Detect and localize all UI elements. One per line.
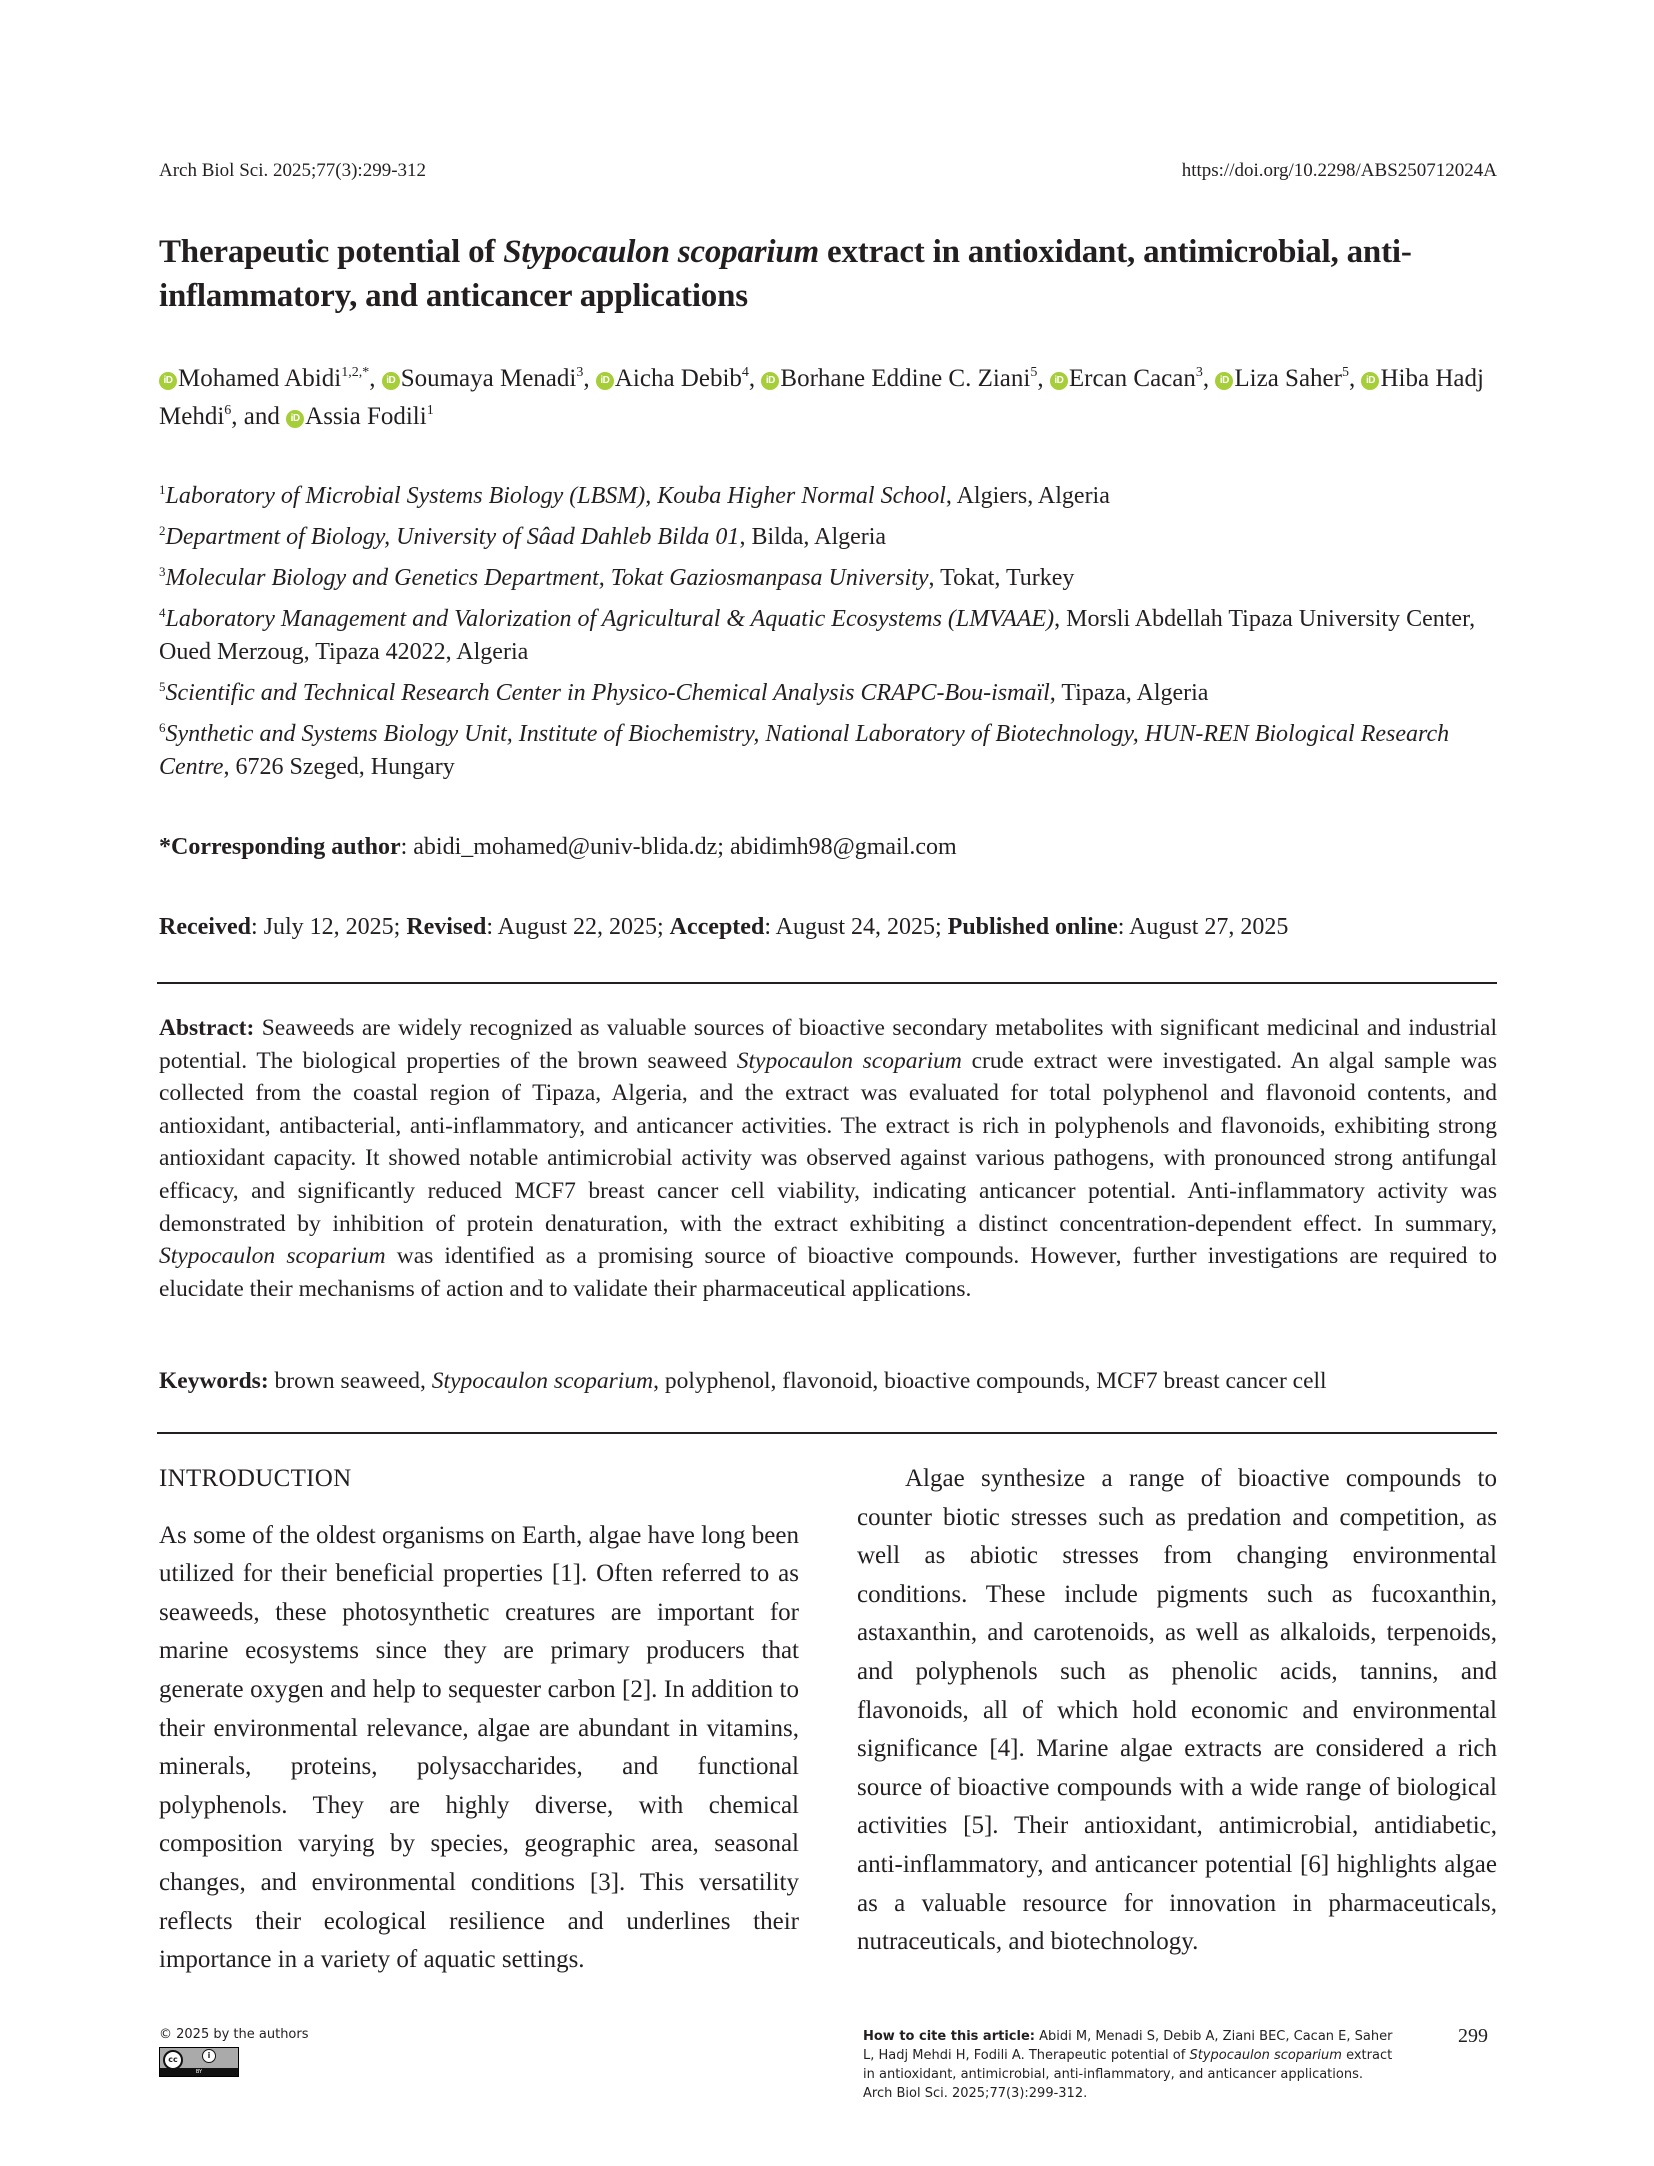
cite-text: extract in antioxidant, antimicrobial, anti-inflammatory, and anticancer applications. Arch Biol Sci. 2025;77(3):299-312. bbox=[863, 2048, 1393, 2101]
divider bbox=[157, 1432, 1497, 1434]
affiliation-institution: Molecular Biology and Genetics Department, Tokat Gaziosmanpasa University bbox=[165, 565, 929, 591]
orcid-icon[interactable]: iD bbox=[286, 410, 304, 428]
author-separator: , bbox=[748, 365, 762, 392]
author-name: Soumaya Menadi bbox=[400, 365, 577, 392]
doi-link[interactable]: https://doi.org/10.2298/ABS250712024A bbox=[1181, 160, 1497, 181]
affiliation-institution: Department of Biology, University of Sâad Dahleb Bilda 01 bbox=[165, 524, 740, 550]
author-list bbox=[159, 360, 1499, 436]
affiliation bbox=[159, 521, 1499, 554]
revised-label: Revised bbox=[406, 914, 487, 940]
corresponding-label: *Corresponding author bbox=[159, 834, 401, 860]
corresponding-author bbox=[159, 834, 957, 861]
by-label: BY bbox=[160, 2068, 238, 2076]
keywords-text: , polyphenol, flavonoid, bioactive compounds, MCF7 breast cancer cell bbox=[653, 1368, 1327, 1394]
affiliation-number: 6 bbox=[159, 720, 166, 735]
affiliation-number: 1 bbox=[159, 482, 166, 497]
affiliation-location: , 6726 Szeged, Hungary bbox=[223, 754, 455, 780]
author bbox=[382, 365, 596, 392]
abstract-label: Abstract: bbox=[159, 1015, 255, 1041]
body-paragraph: Algae synthesize a range of bioactive compounds to counter biotic stresses such as predation and competition, as well as abiotic stresses from changing environmental conditions. These include pigments such as fucoxanthin, astaxanthin, and carotenoids, as well as alkaloids, terpenoids, and polyphenols such as phenolic acids, tannins, and flavonoids, all of which hold economic and environmental significance [4]. Marine algae extracts are considered a rich source of bioactive compounds with a wide range of biological activities [5]. Their antioxidant, antimicrobial, antidiabetic, anti-inflammatory, and anticancer potential [6] highlights algae as a valuable resource for innovation in pharmaceuticals, nutraceuticals, and biotechnology. bbox=[857, 1465, 1497, 1956]
orcid-icon[interactable]: iD bbox=[1361, 372, 1379, 390]
author-affiliation-ref: 5 bbox=[1341, 365, 1349, 380]
author bbox=[596, 365, 762, 392]
citation-note bbox=[863, 2027, 1393, 2103]
affiliation-location: , Tipaza, Algeria bbox=[1049, 680, 1209, 706]
author-name: Hiba Hadj Mehdi bbox=[159, 365, 1484, 430]
author-affiliation-ref: 3 bbox=[1195, 365, 1203, 380]
author-name: Aicha Debib bbox=[614, 365, 742, 392]
received-label: Received bbox=[159, 914, 251, 940]
keywords-text: brown seaweed, bbox=[268, 1368, 432, 1394]
author-name: Borhane Eddine C. Ziani bbox=[780, 365, 1031, 392]
affiliation-institution: Scientific and Technical Research Center in Physico-Chemical Analysis CRAPC-Bou-ismaïl bbox=[165, 680, 1050, 706]
cite-text: Abidi M, Menadi S, Debib A, Ziani BEC, Cacan E, Saher L, Hadj Mehdi H, Fodili A. Therapeutic potential of bbox=[863, 2029, 1393, 2063]
author-separator: , bbox=[1202, 365, 1216, 392]
accepted-label: Accepted bbox=[669, 914, 765, 940]
article-title bbox=[159, 230, 1509, 318]
cc-icon: cc bbox=[163, 2050, 183, 2070]
left-column bbox=[159, 1460, 799, 1980]
affiliation bbox=[159, 677, 1499, 710]
cc-by-license-icon[interactable] bbox=[159, 2047, 239, 2077]
title-part-1: Therapeutic potential of bbox=[159, 234, 504, 270]
journal-reference: Arch Biol Sci. 2025;77(3):299-312 bbox=[159, 160, 427, 181]
orcid-icon[interactable]: iD bbox=[1215, 372, 1233, 390]
accepted-date: : August 24, 2025; bbox=[764, 914, 948, 940]
affiliation-institution: Laboratory Management and Valorization of Agricultural & Aquatic Ecosystems (LMVAAE) bbox=[165, 606, 1055, 632]
affiliation bbox=[159, 603, 1499, 669]
affiliation bbox=[159, 718, 1499, 784]
copyright: © 2025 by the authors bbox=[159, 2027, 309, 2042]
orcid-icon[interactable]: iD bbox=[761, 372, 779, 390]
abstract-text: crude extract were investigated. An algal sample was collected from the coastal region of Tipaza, Algeria, and the extract was evaluated for total polyphenol and flavonoid contents, and antioxidant, antibacterial, anti-inflammatory, and anticancer activities. The extract is rich in polyphenols and flavonoids, exhibiting strong antioxidant capacity. It showed notable antimicrobial activity was observed against various pathogens, with pronounced strong antifungal efficacy, and significantly reduced MCF7 breast cancer cell viability, indicating anticancer potential. Anti-inflammatory activity was demonstrated by inhibition of protein denaturation, with the extract exhibiting a distinct concentration-dependent effect. In summary, bbox=[159, 1047, 1497, 1237]
author-affiliation-ref: 1,2,* bbox=[341, 365, 370, 380]
page-number: 299 bbox=[1458, 2025, 1488, 2047]
divider bbox=[157, 982, 1497, 984]
author-affiliation-ref: 6 bbox=[224, 403, 232, 418]
right-column bbox=[857, 1460, 1497, 1962]
abstract-species: Stypocaulon scoparium bbox=[736, 1047, 962, 1074]
author-affiliation-ref: 3 bbox=[576, 365, 584, 380]
author-affiliation-ref: 1 bbox=[426, 403, 434, 418]
abstract bbox=[159, 1012, 1497, 1305]
published-date: : August 27, 2025 bbox=[1117, 914, 1289, 940]
affiliation-institution: Laboratory of Microbial Systems Biology (LBSM), Kouba Higher Normal School bbox=[165, 483, 946, 509]
received-date: : July 12, 2025; bbox=[250, 914, 407, 940]
affiliation-location: , Algiers, Algeria bbox=[945, 483, 1110, 509]
author bbox=[286, 403, 434, 430]
author bbox=[761, 365, 1049, 392]
author-name: Mohamed Abidi bbox=[178, 365, 342, 392]
title-species: Stypocaulon scoparium bbox=[503, 234, 819, 270]
author-name: Liza Saher bbox=[1234, 365, 1342, 392]
author-separator: , bbox=[583, 365, 596, 392]
corresponding-emails[interactable]: : abidi_mohamed@univ-blida.dz; abidimh98@gmail.com bbox=[400, 834, 957, 860]
author-separator: , bbox=[1348, 365, 1362, 392]
affiliation-number: 3 bbox=[159, 564, 166, 579]
body-paragraph: As some of the oldest organisms on Earth, algae have long been utilized for their beneficial properties [1]. Often referred to as seaweeds, these photosynthetic creatures are important for marine ecosystems since they are primary producers that generate oxygen and help to sequester carbon [2]. In addition to their environmental relevance, algae are abundant in vitamins, minerals, proteins, polysaccharides, and functional polyphenols. They are highly diverse, with chemical composition varying by species, geographic area, seasonal changes, and environmental conditions [3]. This versatility reflects their ecological resilience and underlines their importance in a variety of aquatic settings. bbox=[159, 1521, 799, 1974]
abstract-text: was identified as a promising source of bioactive compounds. However, further investigations are required to elucidate their mechanisms of action and to validate their pharmaceutical applications. bbox=[159, 1243, 1498, 1302]
revised-date: : August 22, 2025; bbox=[486, 914, 670, 940]
affiliation-location: , Tokat, Turkey bbox=[928, 565, 1075, 591]
orcid-icon[interactable]: iD bbox=[159, 372, 177, 390]
person-icon: i bbox=[202, 2049, 216, 2063]
author-name: Assia Fodili bbox=[305, 403, 427, 430]
affiliation-location: , Bilda, Algeria bbox=[739, 524, 887, 550]
section-heading: INTRODUCTION bbox=[159, 1465, 352, 1492]
affiliation-list bbox=[159, 480, 1499, 792]
title-part-2: extract in antioxidant, antimicrobial, anti-inflammatory, and anticancer applications bbox=[159, 234, 1412, 314]
keywords-label: Keywords: bbox=[159, 1368, 269, 1394]
abstract-text: Seaweeds are widely recognized as valuable sources of bioactive secondary metabolites with significant medicinal and industrial potential. The biological properties of the brown seaweed bbox=[159, 1015, 1497, 1074]
orcid-icon[interactable]: iD bbox=[1050, 372, 1068, 390]
author-name: Ercan Cacan bbox=[1068, 365, 1196, 392]
author-separator: , and bbox=[231, 403, 287, 430]
orcid-icon[interactable]: iD bbox=[382, 372, 400, 390]
author-separator: , bbox=[369, 365, 382, 392]
article-dates bbox=[159, 914, 1288, 941]
published-label: Published online bbox=[947, 914, 1118, 940]
abstract-species: Stypocaulon scoparium bbox=[159, 1243, 386, 1270]
author bbox=[1050, 365, 1216, 392]
author-affiliation-ref: 4 bbox=[741, 365, 749, 380]
author-separator: , bbox=[1037, 365, 1050, 392]
affiliation-location: , Morsli Abdellah Tipaza University Center, Oued Merzoug, Tipaza 42022, Algeria bbox=[159, 606, 1476, 665]
affiliation-institution: Synthetic and Systems Biology Unit, Institute of Biochemistry, National Laboratory of Biotechnology, HUN-REN Biological Research Centre bbox=[159, 721, 1450, 780]
orcid-icon[interactable]: iD bbox=[596, 372, 614, 390]
footer-license bbox=[159, 2027, 309, 2077]
keywords-species: Stypocaulon scoparium bbox=[431, 1368, 654, 1394]
author bbox=[159, 365, 382, 392]
cite-label: How to cite this article: bbox=[863, 2029, 1035, 2044]
keywords bbox=[159, 1368, 1499, 1395]
author-affiliation-ref: 5 bbox=[1030, 365, 1038, 380]
affiliation bbox=[159, 480, 1499, 513]
cite-species: Stypocaulon scoparium bbox=[1189, 2048, 1342, 2063]
affiliation-number: 4 bbox=[159, 605, 166, 620]
affiliation-number: 2 bbox=[159, 523, 166, 538]
affiliation-number: 5 bbox=[159, 679, 166, 694]
affiliation bbox=[159, 562, 1499, 595]
author bbox=[1215, 365, 1361, 392]
